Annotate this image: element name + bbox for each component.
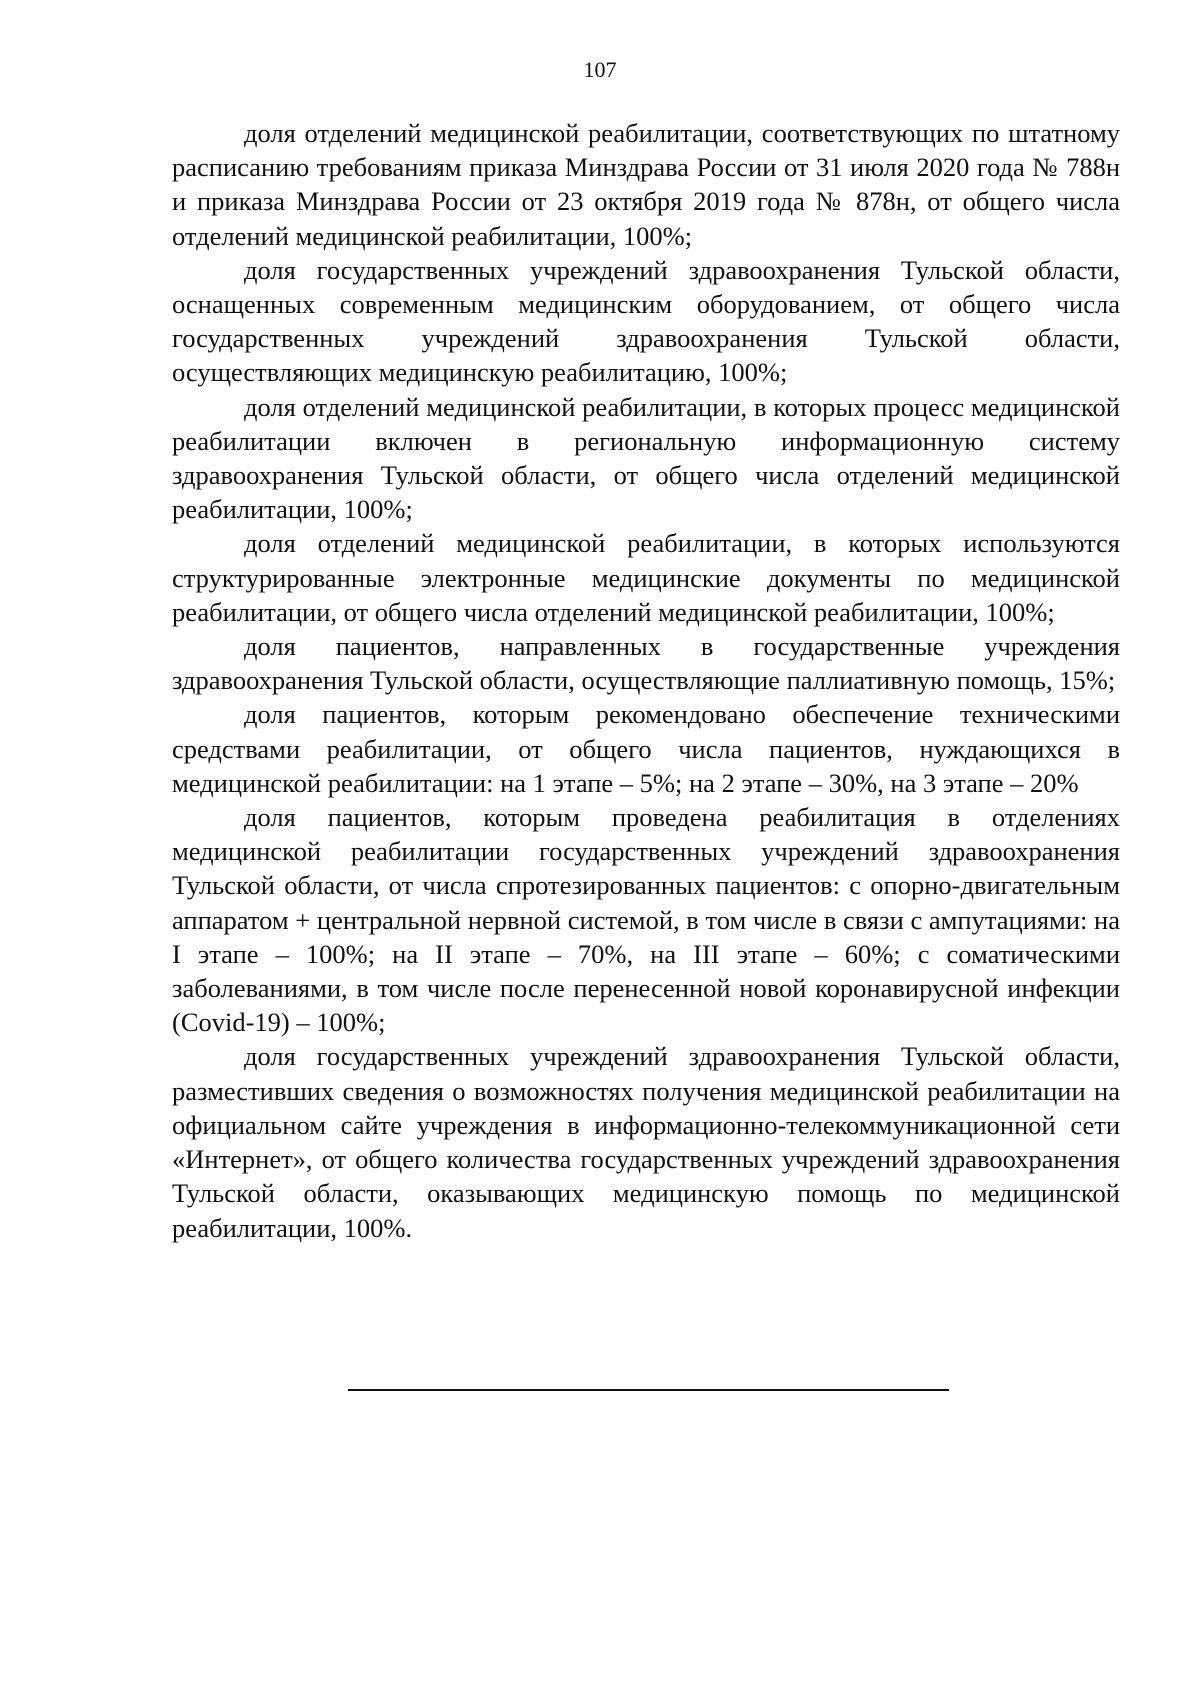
paragraph-prosthetics-rehabilitation: доля пациентов, которым проведена реабилитация в отделениях медицинской реабилитации государственных учреждений здравоохранения Тульской области, от числа спротезированных пациентов: с опорно-двигательным аппаратом + центральной нервной системой, в том числе в связи с ампутациями: на I этапе – 100%; на II этапе – 70%, на III этапе – 60%; с соматическими заболеваниями, в том числе после перенесенной новой коронавирусной инфекции (Covid-19) – 100%; — [172, 802, 1120, 1038]
document-body — [172, 116, 1120, 1245]
paragraph-palliative-care: доля пациентов, направленных в государственные учреждения здравоохранения Тульской области, осуществляющие паллиативную помощь, 15%; — [172, 631, 1120, 696]
page-number: 107 — [583, 57, 617, 82]
paragraph-official-website: доля государственных учреждений здравоохранения Тульской области, разместивших сведения о возможностях получения медицинской реабилитации на официальном сайте учреждения в информационно-телекоммуникационной сети «Интернет», от общего количества государственных учреждений здравоохранения Тульской области, оказывающих медицинскую помощь по медицинской реабилитации, 100%. — [172, 1041, 1120, 1243]
end-separator-line — [348, 1389, 949, 1391]
paragraph-technical-means: доля пациентов, которым рекомендовано обеспечение техническими средствами реабилитации, от общего числа пациентов, нуждающихся в медицинской реабилитации: на 1 этапе – 5%; на 2 этапе – 30%, на 3 этапе – 20% — [172, 699, 1120, 798]
paragraph-rehab-departments-staffing: доля отделений медицинской реабилитации, соответствующих по штатному расписанию требованиям приказа Минздрава России от 31 июля 2020 года № 788н и приказа Минздрава России от 23 октября 2019 года № 878н, от общего числа отделений медицинской реабилитации, 100%; — [172, 118, 1120, 251]
paragraph-regional-info-system: доля отделений медицинской реабилитации, в которых процесс медицинской реабилитации включен в региональную информационную систему здравоохранения Тульской области, от общего числа отделений медицинской реабилитации, 100%; — [172, 391, 1120, 525]
paragraph-equipped-institutions: доля государственных учреждений здравоохранения Тульской области, оснащенных современным медицинским оборудованием, от общего числа государственных учреждений здравоохранения Тульской области, осуществляющих медицинскую реабилитацию, 100%; — [172, 254, 1120, 388]
paragraph-electronic-documents: доля отделений медицинской реабилитации, в которых используются структурированные электронные медицинские документы по медицинской реабилитации, от общего числа отделений медицинской реабилитации, 100%; — [172, 528, 1120, 627]
